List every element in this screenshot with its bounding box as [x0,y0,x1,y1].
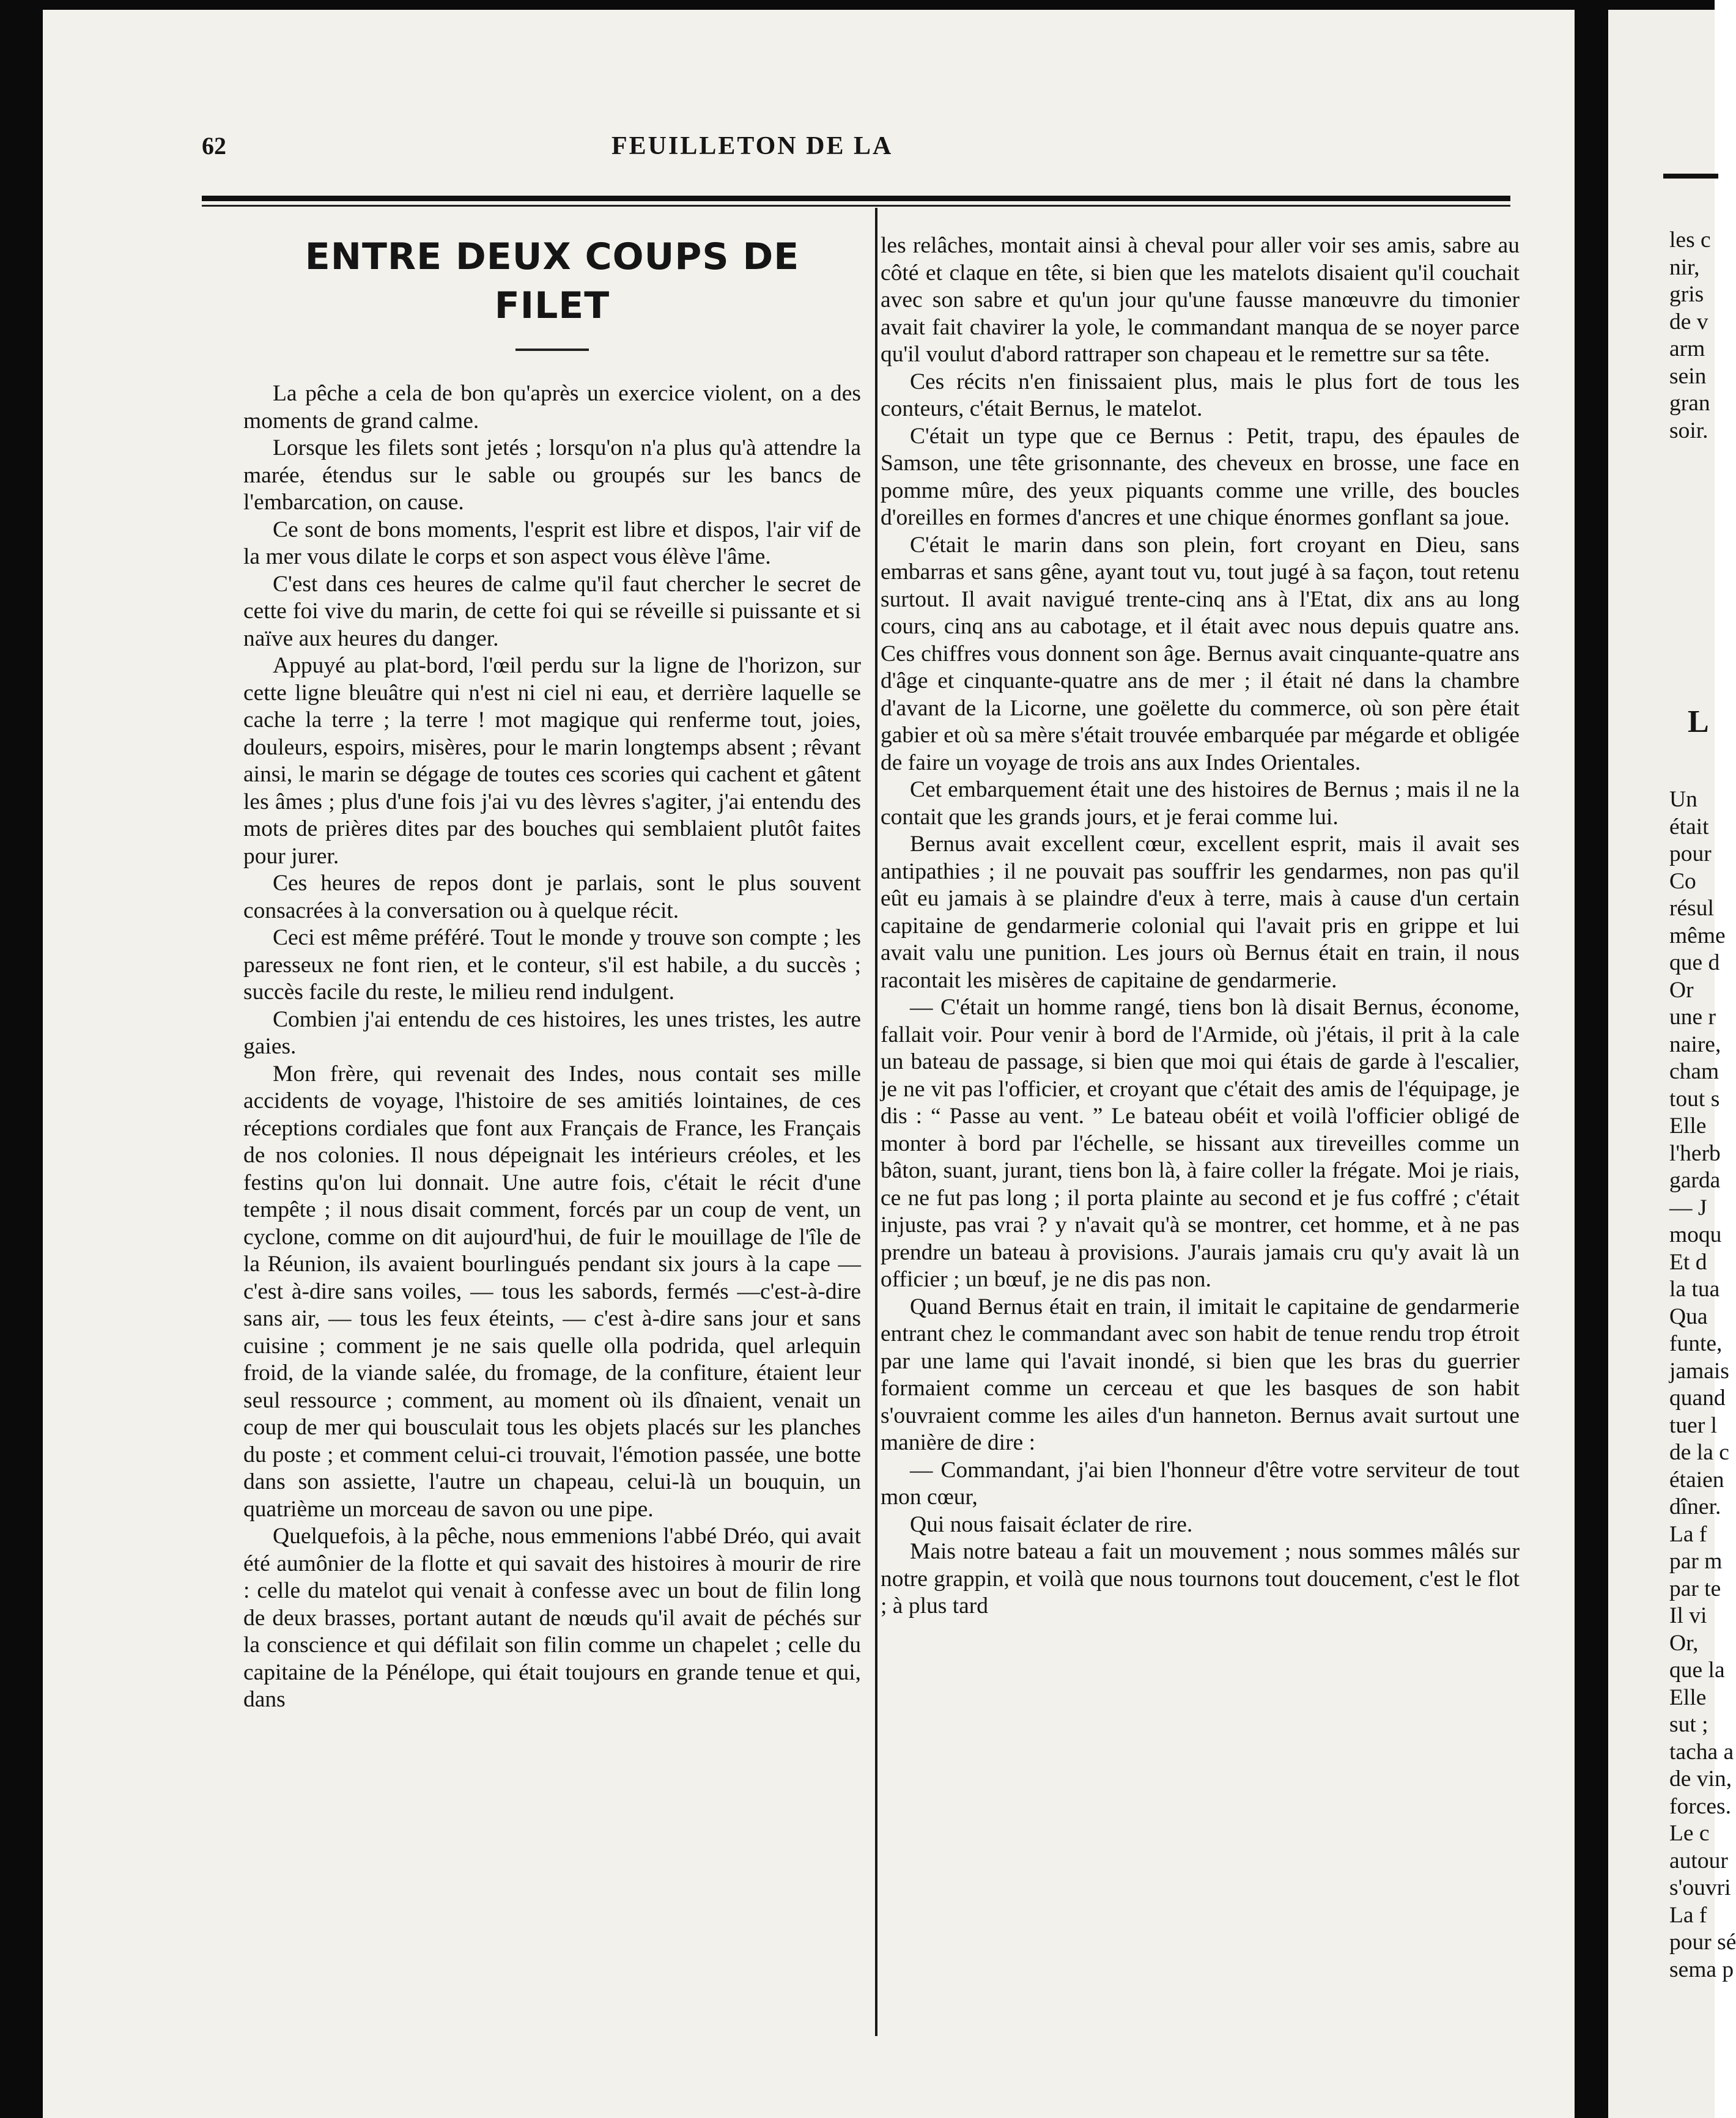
title-rule [515,349,589,351]
adjacent-page-fragment: sein [1669,363,1707,389]
adjacent-page-fragment: par te [1669,1576,1721,1601]
header-rule-thick [202,196,1510,201]
right-column [881,232,1520,2030]
adjacent-page-fragment: forces. [1669,1793,1731,1819]
adjacent-page [1608,10,1736,2118]
adjacent-page-fragment: pour [1669,841,1712,866]
paragraph: C'est dans ces heures de calme qu'il faut chercher le secret de cette foi vive du marin, de cette foi qui se réveille si puissante et si naïve aux heures du danger. [243,571,861,651]
header-rule-thin [202,205,1510,207]
adjacent-page-fragment: que la [1669,1658,1725,1683]
adjacent-page-top-text [1669,227,1724,445]
column-separator [875,208,877,2036]
adjacent-page-fragment: Co [1669,868,1696,894]
paragraph: C'était un type que ce Bernus : Petit, trapu, des épaules de Samson, une tête grisonnante, des cheveux en brosse, une face en pomme mûre, des yeux piquants comme une vrille, des boucles d'oreilles en formes d'ancres et une chique énormes gonflant sa joue. [881,423,1520,530]
adjacent-page-fragment: quand [1669,1386,1726,1411]
adjacent-page-fragment: Il vi [1669,1603,1707,1628]
page-gutter [1575,0,1608,2118]
adjacent-page-fragment: dîner. [1669,1494,1721,1519]
adjacent-page-fragment: garda [1669,1168,1721,1193]
paragraph: Ce sont de bons moments, l'esprit est libre et dispos, l'air vif de la mer vous dilate le corps et son aspect vous élève l'âme. [243,517,861,569]
paragraph: Bernus avait excellent cœur, excellent esprit, mais il avait ses antipathies ; il ne pouvait pas souffrir les gendarmes, non pas qu'il eût eu jamais à se plaindre d'eux à terre, mais à cause d'un certain capitaine de gendarmerie colonial qui l'avait pris en grippe et lui avait valu une punition. Les jours où Bernus était en train, il nous racontait les misères de capitaine de gendarmerie. [881,832,1520,993]
left-column [243,232,861,2064]
adjacent-page-fragment: de v [1669,309,1708,334]
adjacent-page-fragment: jamais [1669,1358,1729,1384]
adjacent-page-fragment: autour [1669,1848,1728,1873]
paragraph: Combien j'ai entendu de ces histoires, les unes tristes, les autre gaies. [243,1006,861,1059]
adjacent-page-fragment: sema p [1669,1957,1734,1982]
paragraph: Ces heures de repos dont je parlais, sont le plus souvent consacrées à la conversation ou à quelque récit. [243,871,861,923]
adjacent-page-fragment: La f [1669,1521,1707,1547]
adjacent-page-heading: L [1688,704,1709,739]
adjacent-page-rule [1663,174,1718,179]
adjacent-page-fragment: par m [1669,1549,1723,1574]
adjacent-page-fragment: sut ; [1669,1712,1708,1737]
adjacent-page-fragment: une r [1669,1005,1716,1030]
paragraph: — Commandant, j'ai bien l'honneur d'être votre serviteur de tout mon cœur, [881,1457,1520,1510]
adjacent-page-fragment: funte, [1669,1331,1723,1356]
adjacent-page-fragment: gris [1669,282,1704,307]
adjacent-page-fragment: soir. [1669,418,1708,443]
adjacent-page-fragment: de vin, [1669,1766,1732,1791]
paragraph: — C'était un homme rangé, tiens bon là disait Bernus, économe, fallait voir. Pour venir à bord de l'Armide, où j'étais, il prit à la cale un bateau de passage, si bien que moi qui étais de garde à l'escalier, je ne vit pas l'officier, et croyant que c'était des amis de l'équipage, je dis : “ Passe au vent. ” Le bateau obéit et voilà l'officier obligé de monter à bord par l'échelle, se hissant aux tireveilles comme un bâton, suant, jurant, tiens bon là, à faire coller la frégate. Moi je riais, ce ne fut pas long ; il porta plainte au second et je fus coffré ; c'était injuste, pas vrai ? y n'avait qu'à se montrer, cet homme, et à ne pas prendre un bateau à provisions. J'aurais jamais cru qu'y avait là un officier ; un bœuf, je ne dis pas non. [881,995,1520,1292]
adjacent-page-fragment: Elle [1669,1113,1707,1138]
adjacent-page-fragment: Un [1669,787,1697,812]
adjacent-page-fragment: s'ouvri [1669,1875,1731,1900]
running-title: FEUILLETON DE LA [611,132,893,160]
adjacent-page-fragment: même [1669,923,1726,948]
adjacent-page-fragment: Or, [1669,1630,1699,1656]
adjacent-page-lower-text [1669,786,1736,1983]
paragraph: Appuyé au plat-bord, l'œil perdu sur la ligne de l'horizon, sur cette ligne bleuâtre qui n'est ni ciel ni eau, et derrière laquelle se cache la terre ; la terre ! mot magique qui renferme tout, joies, douleurs, espoirs, misères, pour le marin longtemps absent ; rêvant ainsi, le marin se dégage de toutes ces scories qui cachent et gâtent les âmes ; plus d'une fois j'ai vu des lèvres s'agiter, j'ai entendu des mots de prières dites par des bouches qui semblaient plutôt faites pour jurer. [243,653,861,869]
paragraph: Ces récits n'en finissaient plus, mais le plus fort de tous les conteurs, c'était Bernus, le matelot. [881,369,1520,421]
adjacent-page-fragment: Or [1669,977,1694,1003]
adjacent-page-fragment: tuer l [1669,1412,1718,1438]
adjacent-page-fragment: cham [1669,1059,1719,1084]
paragraph: les relâches, montait ainsi à cheval pour aller voir ses amis, sabre au côté et claque en tête, si bien que les matelots disaient qu'il couchait avec son sabre et qu'un jour qu'une fausse manœuvre du timonier avait fait chavirer la yole, le commandant manqua de se noyer parce qu'il voulut d'abord rattraper son chapeau et le remettre sur sa tête. [881,233,1520,367]
adjacent-page-fragment: tout s [1669,1086,1720,1112]
scan-border-left [0,0,43,2118]
adjacent-page-fragment: de la c [1669,1440,1729,1465]
adjacent-page-fragment: que d [1669,950,1720,975]
paragraph: Ceci est même préféré. Tout le monde y trouve son compte ; les paresseux ne font rien, et le conteur, s'il est habile, a du succès ; succès facile du reste, le milieu rend indulgent. [243,925,861,1005]
adjacent-page-fragment: la tua [1669,1277,1720,1302]
adjacent-page-fragment: — J [1669,1195,1707,1220]
paragraph: Mon frère, qui revenait des Indes, nous contait ses mille accidents de voyage, l'histoire de ses amitiés lointaines, de ces réceptions cordiales que font aux Français de France, les Français de nos colonies. Il nous dépeignait les intérieurs créoles, et les festins qu'on lui donnait. Une autre fois, c'était le récit d'une tempête ; il nous disait comment, forcés par un coup de vent, un cyclone, comme on dit aujourd'hui, de fuir le mouillage de l'île de la Réunion, ils avaient bourlingués pendant six jours à la cape —c'est à-dire sans voiles, — tous les sabords, fermés —c'est-à-dire sans air, — tous les feux éteints, — c'est à-dire sans jour et sans cuisine ; comment je ne sais quelle olla podrida, quel arlequin froid, de la viande salée, du fromage, de la confiture, étaient leur seul ressource ; comment, au moment où ils dînaient, venait un coup de mer qui bousculait tous les objets placés sur les planches du poste ; et comment celui-ci trouvait, l'émotion passée, une botte dans son assiette, l'autre un chapeau, celui-là un bouquin, un quatrième un morceau de savon ou une pipe. [243,1061,861,1522]
scan-border-top [0,0,1715,10]
adjacent-page-fragment: pour sé [1669,1930,1736,1955]
paragraph: Qui nous faisait éclater de rire. [910,1511,1193,1537]
adjacent-page-fragment: les c [1669,227,1711,253]
adjacent-page-fragment: Qua [1669,1304,1708,1329]
page-number: 62 [202,132,226,160]
paragraph: La pêche a cela de bon qu'après un exercice violent, on a des moments de grand calme. [243,381,861,434]
adjacent-page-fragment: nir, [1669,254,1700,280]
paragraph: Quand Bernus était en train, il imitait le capitaine de gendarmerie entrant chez le commandant avec son habit de tenue rendu trop étroit par une lame qui l'avait inondé, si bien que les bras du guerrier formaient comme un cerceau et que les basques de son habit s'ouvraient comme les ailes d'un hanneton. Bernus avait surtout une manière de dire : [881,1294,1520,1455]
adjacent-page-fragment: arm [1669,336,1705,361]
adjacent-page-fragment: tacha a [1669,1739,1734,1765]
adjacent-page-fragment: l'herb [1669,1140,1721,1166]
adjacent-page-fragment: étaien [1669,1467,1724,1493]
adjacent-page-fragment: La f [1669,1902,1707,1928]
adjacent-page-fragment: Et d [1669,1249,1707,1275]
article-title: ENTRE DEUX COUPS DE FILET [305,235,800,327]
paragraph: Mais notre bateau a fait un mouvement ; nous sommes mâlés sur notre grappin, et voilà que nous tournons tout doucement, c'est le flot ; à plus tard [881,1539,1520,1618]
paragraph: C'était le marin dans son plein, fort croyant en Dieu, sans embarras et sans gêne, ayant tout vu, tout jugé à sa façon, tout retenu surtout. Il avait navigué trente-cinq ans à l'Etat, dix ans au long cours, cinq ans au cabotage, et il était avec nous depuis quatre ans. Ces chiffres vous donnent son âge. Bernus avait cinquante-quatre ans d'âge et cinquante-quatre ans de mer ; il était né dans la chambre d'avant de la Licorne, une goëlette du commerce, où son père était gabier et où sa mère s'était trouvée embarquée par mégarde et obligée de faire un voyage de trois ans aux Indes Orientales. [881,532,1520,775]
paragraph: Lorsque les filets sont jetés ; lorsqu'on n'a plus qu'à attendre la marée, étendus sur le sable ou groupés sur les bancs de l'embarcation, on cause. [243,435,861,515]
adjacent-page-fragment: Le c [1669,1821,1710,1846]
paragraph: Cet embarquement était une des histoires de Bernus ; mais il ne la contait que les grands jours, et je ferai comme lui. [881,777,1520,830]
adjacent-page-fragment: moqu [1669,1222,1722,1247]
adjacent-page-fragment: résul [1669,896,1714,921]
adjacent-page-fragment: gran [1669,391,1710,416]
adjacent-page-fragment: était [1669,814,1709,839]
adjacent-page-fragment: Elle [1669,1684,1707,1710]
paragraph: Quelquefois, à la pêche, nous emmenions l'abbé Dréo, qui avait été aumônier de la flotte et qui savait des histoires à mourir de rire : celle du matelot qui venait à confesse avec un bout de filin long de deux brasses, portant autant de nœuds qu'il avait de péchés sur la conscience et qui défilait son filin comme un chapelet ; celle du capitaine de la Pénélope, qui était toujours en grande tenue et qui, dans [243,1524,861,1712]
adjacent-page-fragment: naire, [1669,1031,1721,1057]
